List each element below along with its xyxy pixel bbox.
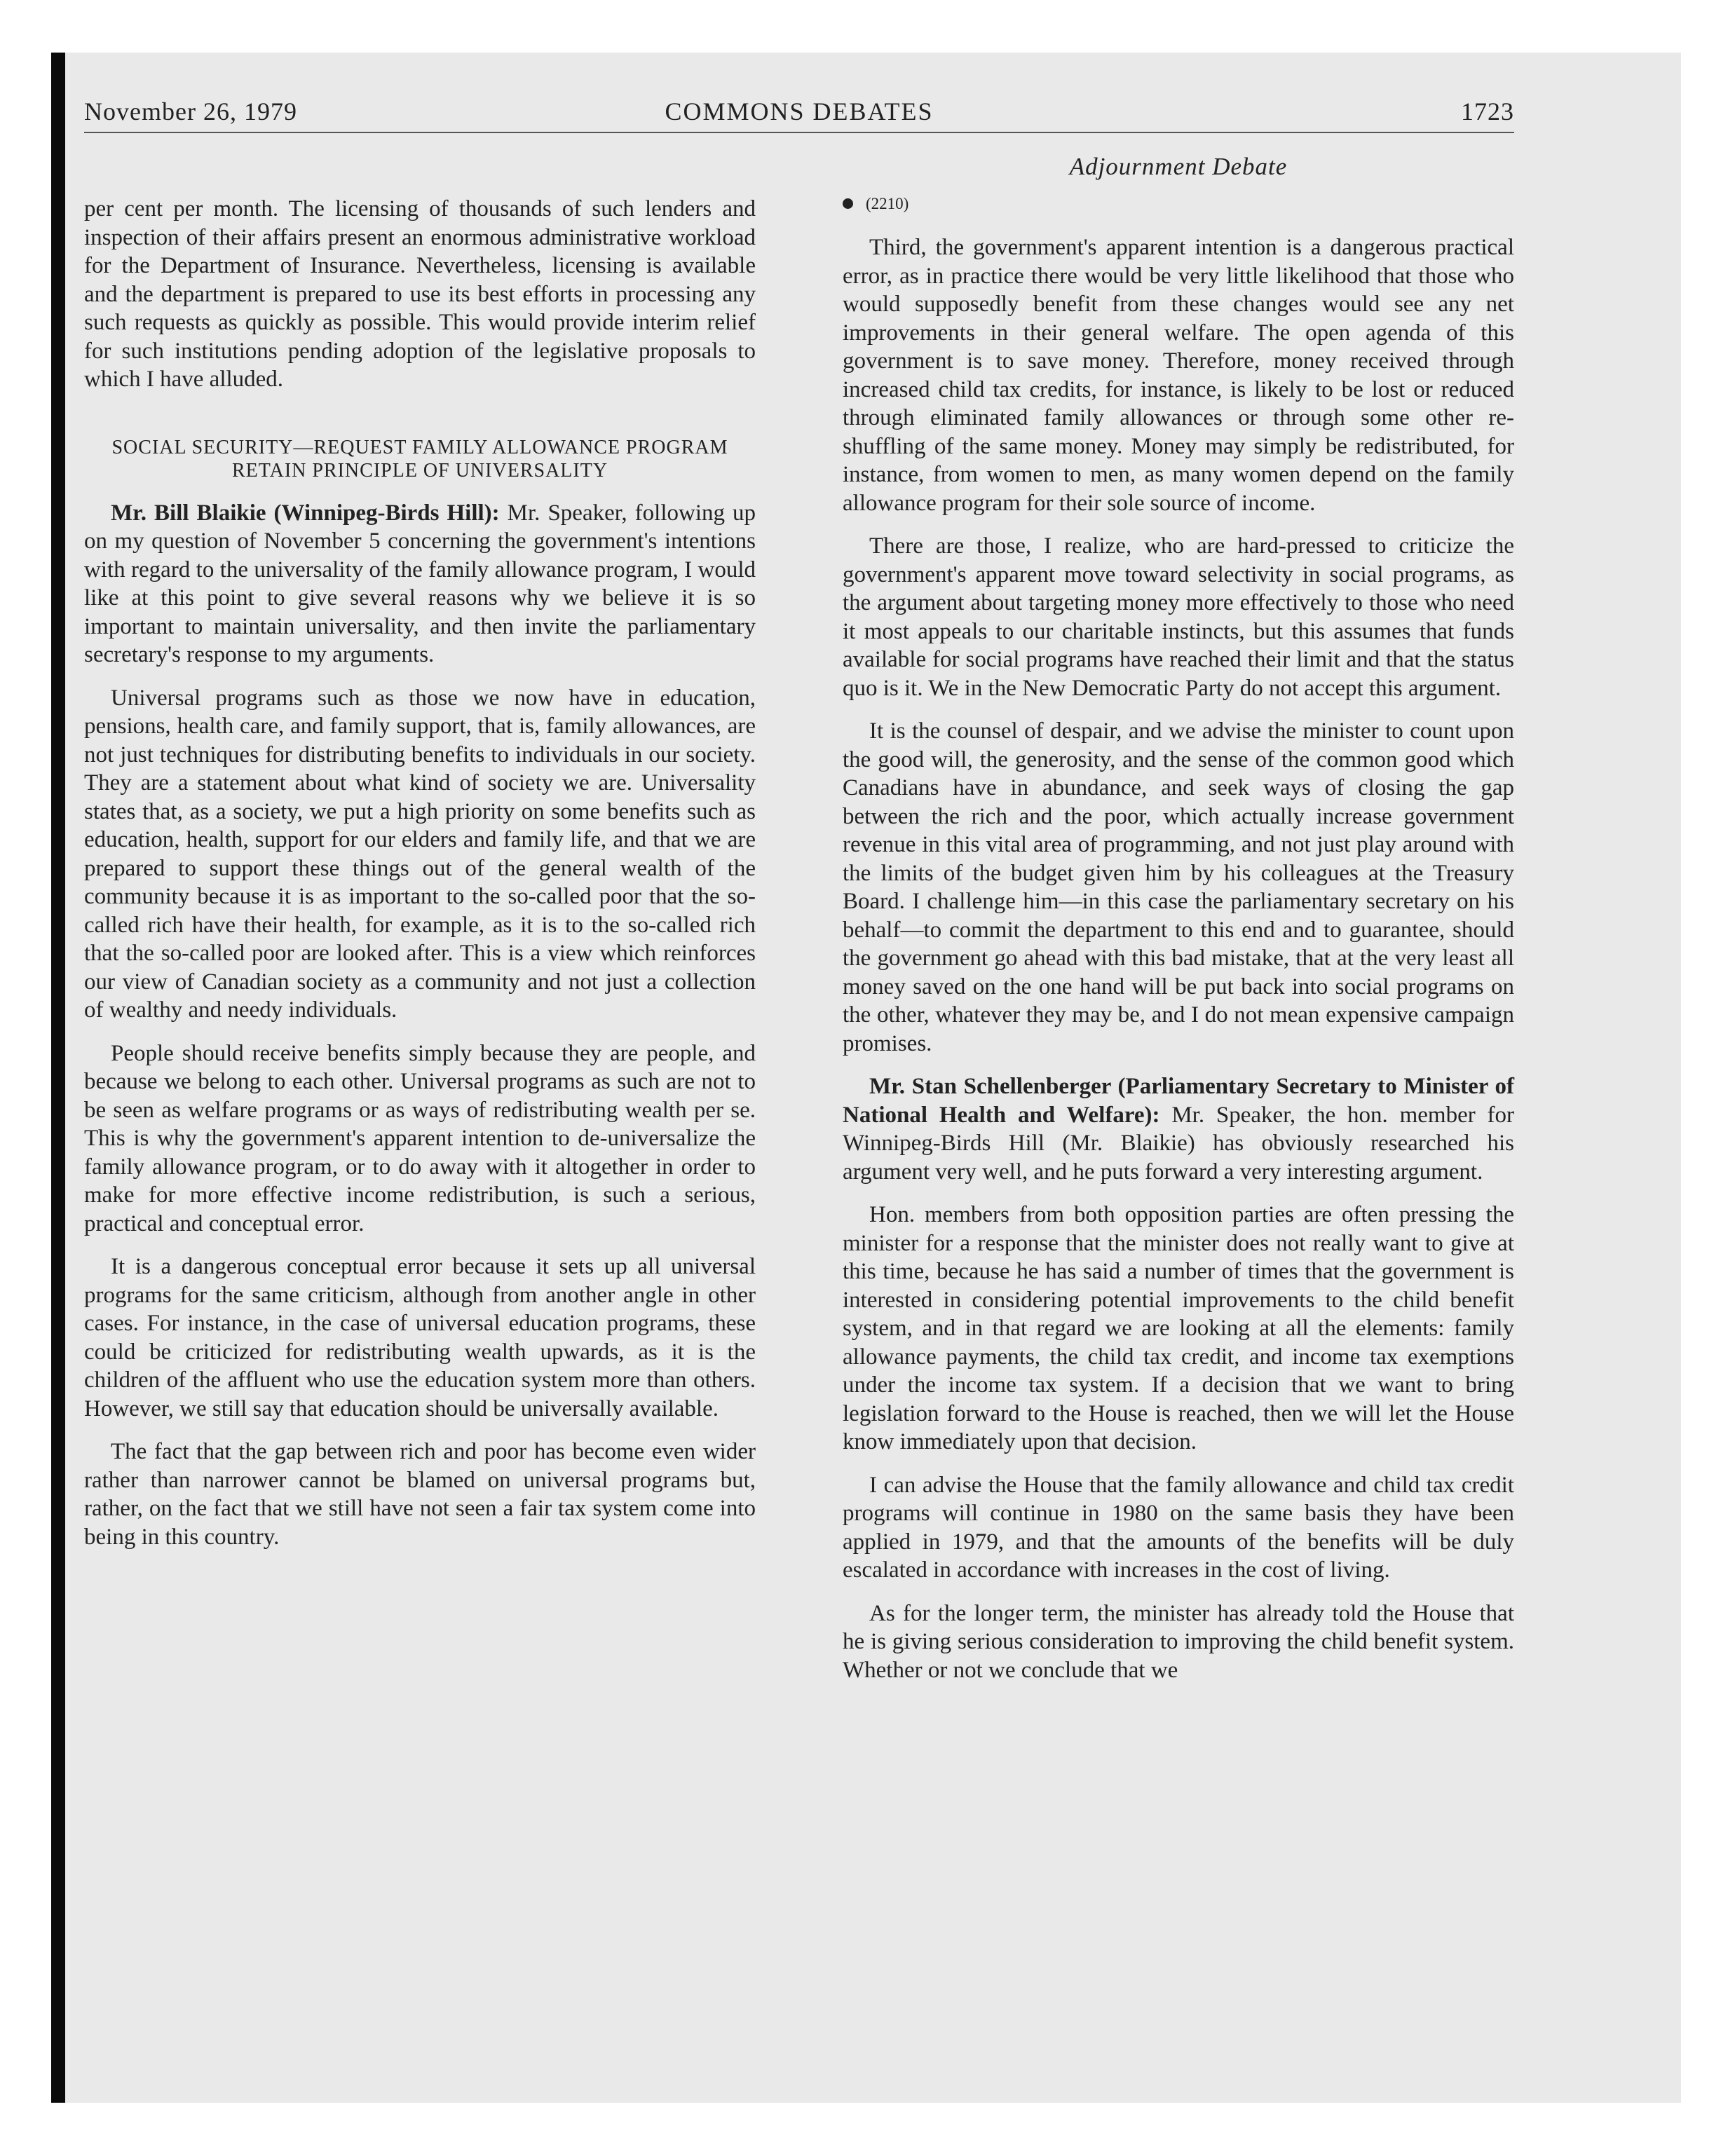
header-title: COMMONS DEBATES [665,97,934,125]
paragraph: There are those, I realize, who are hard-pressed to criticize the government's apparent move toward selectivity in social programs, as the argument about targeting money more effectively to those who need it most appeals to our charitable instincts, but this assumes that funds available for social programs have reached their limit and that the status quo is it. We in the New Democratic Party do not accept this argument. [843,533,1514,701]
paragraph: It is the counsel of despair, and we advise the minister to count upon the good will, the generosity, and the sense of the common good which Canadians have in abundance, and seek ways of closing the gap between the rich and the poor, which actually increase government revenue in this vital area of programming, and not just play around with the limits of the budget given him by his colleagues at the Treasury Board. I challenge him—in this case the parliamentary secretary on his behalf—to commit the department to this end and to guarantee, should the government go ahead with this bad mistake, that at the very least all money saved on the one hand will be put back into social programs on the other, whatever they may be, and I do not mean expensive campaign promises. [843,718,1514,1056]
speech-text: Mr. Speaker, following up on my question of November 5 concerning the government's intentions with regard to the universality of the family allowance program, I would like at this point to give several reasons why we believe it is so important to maintain universality, and then invite the parliamentary secretary's response to my arguments. [84,500,756,667]
right-column [843,153,1514,1699]
running-head: Adjournment Debate [1069,153,1288,180]
paragraph: People should receive benefits simply because they are people, and because we belong to each other. Universal programs as such are not to be seen as welfare programs or as ways of redistributing wealth per se. This is why the government's apparent intention to de-universalize the family allowance program, or to do away with it altogether in order to make for more effective income redistribution, is such a serious, practical and conceptual error. [84,1040,756,1236]
time-marker [843,190,1514,219]
header-date: November 26, 1979 [84,97,297,125]
section-heading [84,436,756,482]
left-column [84,195,756,1566]
time-marker-text: (2210) [866,194,909,212]
paragraph: It is a dangerous conceptual error because it sets up all universal programs for the same criticism, although from another angle in other cases. For instance, in the case of universal education programs, these could be criticized for redistributing wealth upwards, as it is the children of the affluent who use the education system more than others. However, we still say that education should be universally available. [84,1254,756,1421]
section-heading-line: RETAIN PRINCIPLE OF UNIVERSALITY [231,459,608,482]
speech-paragraph [84,499,756,669]
paragraph: Hon. members from both opposition parties are often pressing the minister for a response that the minister does not really want to give at this time, because he has said a number of times that the government is interested in considering potential improvements to the child benefit system, and in that regard we are looking at all the elements: family allowance payments, the child tax credit, and income tax exemptions under the income tax system. If a decision that we want to bring legislation forward to the House is reached, then we will let the House know immediately upon that decision. [843,1202,1514,1454]
paragraph: The fact that the gap between rich and poor has become even wider rather than narrower cannot be blamed on universal programs but, rather, on the fact that we still have not seen a fair tax system come into being in this country. [84,1439,756,1550]
paragraph: Universal programs such as those we now have in education, pensions, health care, and family support, that is, family allowances, are not just techniques for distributing benefits to individuals in our society. They are a statement about what kind of society we are. Universality states that, as a society, we put a high priority on some benefits such as education, health, support for our elders and family life, and that we are prepared to support these things out of the general wealth of the community because it is as important to the so-called poor that the so-called rich have their health, for example, as it is to the so-called rich that the so-called poor are looked after. This is a view which reinforces our view of Canadian society as a community and not just a collection of wealthy and needy individuals. [84,685,756,1023]
speaker-name: Mr. Bill Blaikie (Winnipeg-Birds Hill): [111,500,500,526]
scan-edge [51,53,65,2103]
section-heading-line: SOCIAL SECURITY—REQUEST FAMILY ALLOWANCE PROGRAM [111,436,728,458]
paragraph: per cent per month. The licensing of thousands of such lenders and inspection of their affairs present an enormous administrative workload for the Department of Insurance. Nevertheless, licensing is available and the department is prepared to use its best efforts in processing any such requests as quickly as possible. This would provide interim relief for such institutions pending adoption of the legislative proposals to which I have alluded. [84,196,756,392]
page-header [84,97,1514,133]
speech-text: Mr. Speaker, the hon. member for Winnipeg-Birds Hill (Mr. Blaikie) has obviously researched his argument very well, and he puts forward a very interesting argument. [843,1102,1515,1185]
speech-paragraph [843,1072,1514,1186]
page-number: 1723 [1461,97,1514,125]
paragraph: As for the longer term, the minister has already told the House that he is giving serious consideration to improving the child benefit system. Whether or not we conclude that we [843,1600,1514,1683]
paragraph: I can advise the House that the family allowance and child tax credit programs will continue in 1980 on the same basis they have been applied in 1979, and that the amounts of the benefits will be duly escalated in accordance with increases in the cost of living. [843,1472,1514,1583]
speaker-name: Mr. Stan Schellenberger (Parliamentary Secretary to Minister of National Health and Welfare): [843,1074,1514,1128]
paragraph: Third, the government's apparent intention is a dangerous practical error, as in practice there would be very little likelihood that those who would supposedly benefit from these changes would see any net improvements in their general welfare. The open agenda of this government is to save money. Therefore, money received through increased child tax credits, for instance, is likely to be lost or reduced through eliminated family allowances or through some other re-shuffling of the same money. Money may simply be redistributed, for instance, from women to men, as many women depend on the family allowance program for their sole source of income. [843,235,1514,516]
bullet-icon [843,198,853,209]
